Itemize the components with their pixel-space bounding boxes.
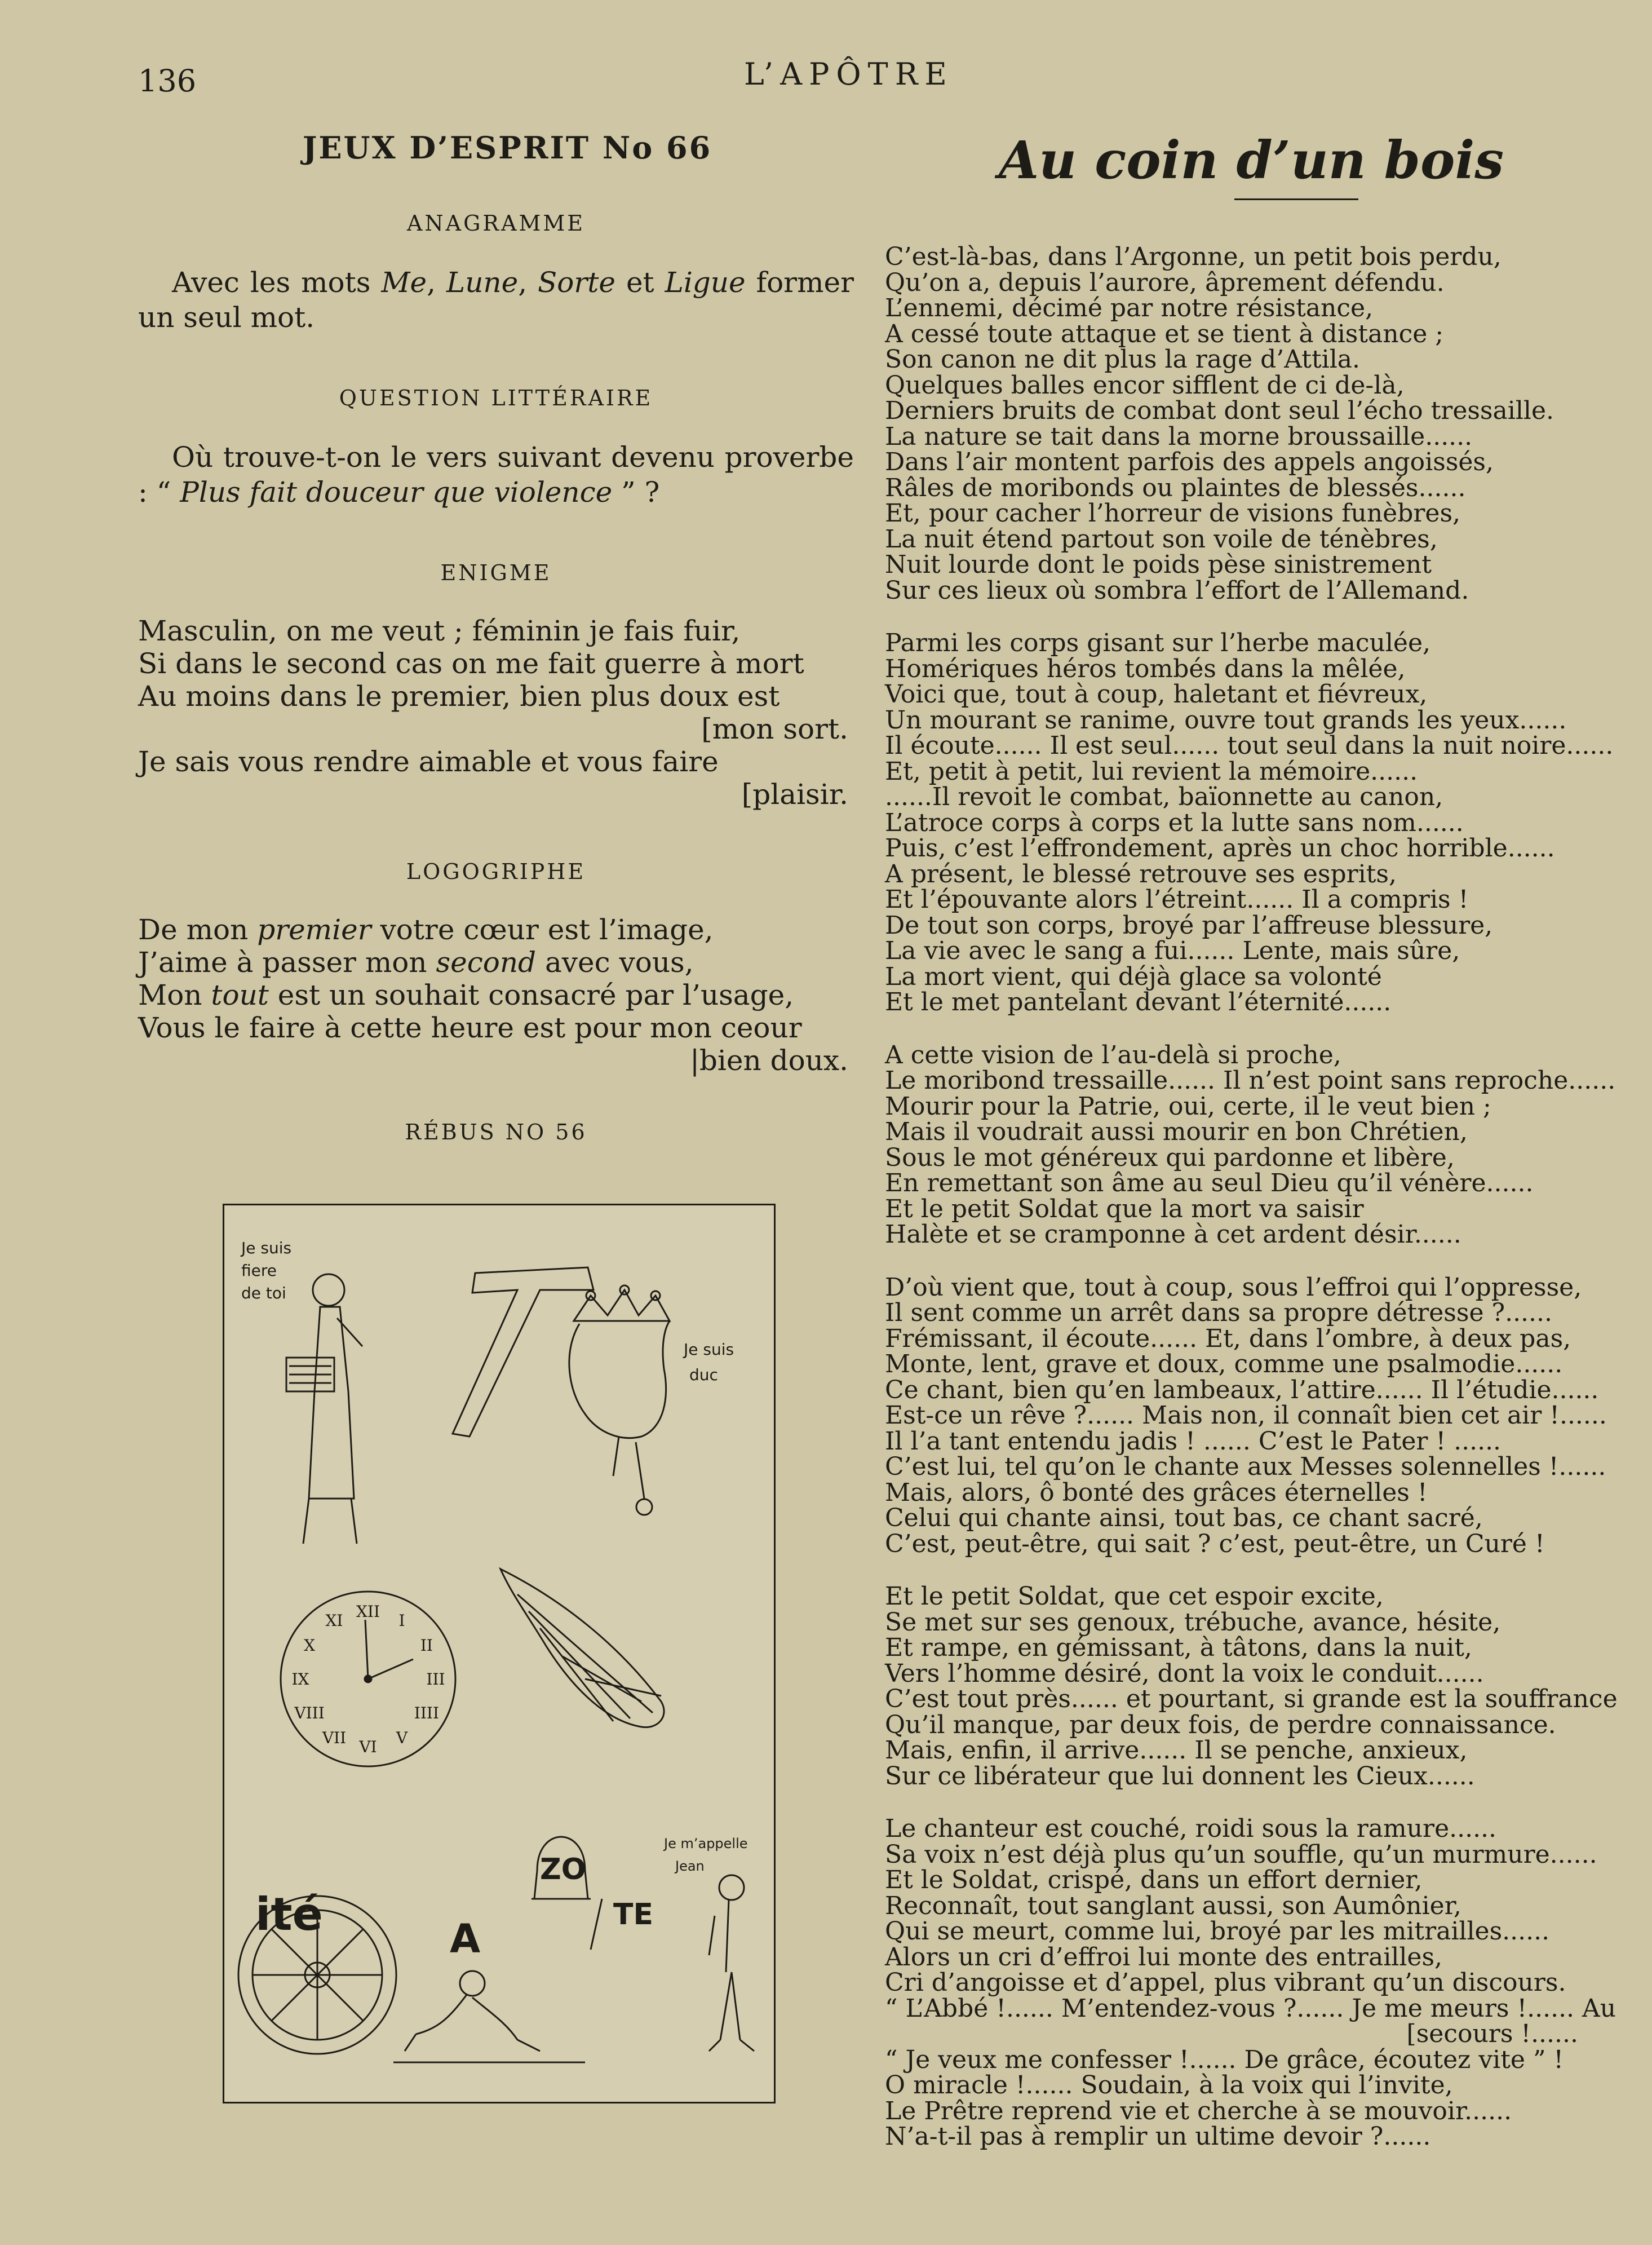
clock-numeral: IIII	[414, 1704, 440, 1722]
verse-line: Vous le faire à cette heure est pour mon ceour	[138, 1011, 802, 1044]
poem-line: Quelques balles encor sifflent de ci de-là,	[885, 370, 1405, 400]
verse-italic: second	[436, 946, 537, 979]
poem-line: L’ennemi, décimé par notre résistance,	[885, 294, 1374, 322]
poem-line: C’est lui, tel qu’on le chante aux Messes solennelles !......	[885, 1452, 1606, 1481]
verse-fragment: J’aime à passer mon	[138, 946, 436, 979]
poem-line: La mort vient, qui déjà glace sa volonté	[885, 962, 1382, 991]
clock-numeral: X	[304, 1636, 316, 1655]
poem-stanza	[885, 1582, 1618, 1791]
poem-line: Sous le mot généreux qui pardonne et libère,	[885, 1143, 1455, 1172]
poem-line: Son canon ne dit plus la rage d’Attila.	[885, 345, 1361, 374]
crouching-figure-icon	[393, 1971, 585, 2062]
clock-numeral: VIII	[294, 1704, 325, 1722]
poem-line: A présent, le blessé retrouve ses esprits,	[885, 859, 1397, 889]
poem-line: Et, petit à petit, lui revient la mémoire......	[885, 757, 1418, 786]
poem-line: C’est, peut-être, qui sait ? c’est, peut-être, un Curé !	[885, 1529, 1545, 1558]
verse-line	[138, 946, 854, 979]
puzzles-column	[138, 130, 854, 1174]
poem-line: Voici que, tout à coup, haletant et fiévreux,	[885, 680, 1428, 709]
verse-fragment: avec vous,	[536, 946, 694, 979]
poem-line: Frémissant, il écoute...... Et, dans l’ombre, à deux pas,	[885, 1324, 1571, 1353]
question-t2: ” ?	[612, 476, 660, 509]
speech-duc-1: Je suis	[684, 1340, 734, 1359]
verse-fragment: est un souhait consacré par l’usage,	[268, 979, 794, 1011]
poem-line: D’où vient que, tout à coup, sous l’effroi qui l’oppresse,	[885, 1272, 1582, 1302]
poem-line: Mourir pour la Patrie, oui, certe, il le veut bien ;	[885, 1091, 1491, 1121]
question-t1: Où trouve-t-on le vers suivant devenu proverbe : “	[138, 441, 854, 509]
poem-line: Il écoute...... Il est seul...... tout seul dans la nuit noire......	[885, 731, 1614, 760]
enigme-verse	[138, 615, 854, 811]
poem-line: Et le met pantelant devant l’éternité......	[885, 988, 1392, 1017]
letter-a: A	[450, 1916, 481, 1962]
poem-line: De tout son corps, broyé par l’affreuse blessure,	[885, 911, 1493, 940]
verse-fragment: votre cœur est l’image,	[371, 913, 714, 946]
poem-line: Cri d’angoisse et d’appel, plus vibrant qu’un discours.	[885, 1968, 1566, 1997]
anagramme-t4: et	[615, 266, 665, 299]
letters-zo: ZO	[540, 1853, 586, 1886]
title-rule	[1234, 198, 1358, 200]
poem-line: En remettant son âme au seul Dieu qu’il vénère......	[885, 1169, 1534, 1197]
poem-line: A cette vision de l’au-delà si proche,	[885, 1040, 1341, 1070]
puzzles-title: JEUX D’ESPRIT No 66	[302, 130, 712, 166]
clock-numeral: VI	[359, 1738, 377, 1756]
poem-line: Ce chant, bien qu’en lambeaux, l’attire...... Il l’étudie......	[885, 1375, 1599, 1404]
question-heading: QUESTION LITTÉRAIRE	[339, 386, 653, 410]
speech-duc-2: duc	[689, 1365, 718, 1384]
anagramme-t1: Avec les mots	[172, 266, 382, 299]
anagramme-t5: former un seul mot.	[138, 266, 854, 334]
question-text	[138, 440, 854, 510]
poem-line: Puis, c’est l’effrondement, après un choc horrible......	[885, 834, 1555, 863]
duke-head-icon	[569, 1285, 670, 1515]
poem-line: C’est tout près...... et pourtant, si grande est la souffrance	[885, 1685, 1618, 1713]
poem-line: Nuit lourde dont le poids pèse sinistrement	[885, 550, 1432, 579]
rebus-drawing	[224, 1205, 774, 2102]
clock-numeral: V	[396, 1728, 408, 1747]
poem-line: Derniers bruits de combat dont seul l’écho tressaille.	[885, 396, 1554, 425]
clock-numeral: XI	[325, 1611, 343, 1630]
rebus-heading: RÉBUS NO 56	[405, 1120, 587, 1144]
poem-line: “ L’Abbé !...... M’entendez-vous ?...... Je me meurs !...... Au	[885, 1994, 1616, 2023]
verse-continuation: [mon sort.	[701, 713, 848, 745]
poem-line: Celui qui chante ainsi, tout bas, ce chant sacré,	[885, 1504, 1483, 1532]
running-title: L’APÔTRE	[744, 56, 954, 92]
clock-numeral: II	[420, 1636, 433, 1655]
poem-line: Un mourant se ranime, ouvre tout grands les yeux......	[885, 705, 1567, 735]
poem-line: O miracle !...... Soudain, à la voix qui l’invite,	[885, 2071, 1453, 2100]
poem-line: Sa voix n’est déjà plus qu’un souffle, qu’un murmure......	[885, 1840, 1597, 1869]
poem-line: Qu’il manque, par deux fois, de perdre connaissance.	[885, 1710, 1556, 1739]
verse-fragment: Mon	[138, 979, 211, 1011]
anagramme-t2: ,	[427, 266, 446, 299]
anagramme-t3: ,	[518, 266, 538, 299]
speech-fiere-1: Je suis	[241, 1239, 292, 1257]
verse-italic: premier	[257, 913, 371, 946]
poem-stanza	[885, 629, 1614, 1017]
poem-stanza	[885, 1814, 1616, 2151]
poem-title: Au coin d’un bois	[998, 130, 1504, 191]
verse-fragment: De mon	[138, 913, 258, 946]
verse-line: Si dans le second cas on me fait guerre à mort	[138, 647, 804, 680]
clock-numeral: III	[426, 1670, 445, 1689]
poem-line: Est-ce un rêve ?...... Mais non, il connaît bien cet air !......	[885, 1401, 1607, 1430]
poem-line: Homériques héros tombés dans la mêlée,	[885, 654, 1406, 683]
clock-numeral: XII	[356, 1602, 380, 1621]
poem-stanza	[885, 1040, 1616, 1249]
poem-line: Le moribond tressaille...... Il n’est point sans reproche......	[885, 1066, 1616, 1095]
poem-line: Et le petit Soldat, que cet espoir excite,	[885, 1582, 1384, 1611]
poem-line: [secours !......	[1406, 2019, 1578, 2048]
verse-line: Masculin, on me veut ; féminin je fais fuir,	[138, 615, 741, 647]
speech-jean-1: Je m’appelle	[664, 1836, 748, 1851]
verse-line	[138, 979, 854, 1011]
letters-ite: ité	[255, 1888, 323, 1941]
verse-line: Au moins dans le premier, bien plus doux est	[138, 680, 780, 713]
poem-line: Alors un cri d’effroi lui monte des entrailles,	[885, 1942, 1443, 1972]
anagramme-word-ligue: Ligue	[665, 266, 746, 299]
poem-line: Mais, alors, ô bonté des grâces éternelles !	[885, 1478, 1428, 1507]
poem-column	[885, 130, 1618, 2177]
poem-line: Reconnaît, tout sanglant aussi, son Aumônier,	[885, 1891, 1461, 1920]
logogriphe-verse	[138, 913, 854, 1077]
verse-line	[138, 913, 854, 946]
anagramme-word-lune: Lune	[446, 266, 519, 299]
poem-line: Qui se meurt, comme lui, broyé par les mitrailles......	[885, 1917, 1550, 1946]
poem-line: Le Prêtre reprend vie et cherche à se mouvoir......	[885, 2096, 1512, 2125]
poem-body	[885, 242, 1618, 2151]
clock-numeral: I	[398, 1611, 405, 1630]
poem-stanza	[885, 244, 1589, 603]
logogriphe-heading: LOGOGRIPHE	[406, 859, 586, 884]
clock-numeral: IX	[291, 1670, 309, 1689]
wing-icon	[501, 1569, 664, 1727]
poem-line: Il l’a tant entendu jadis ! ...... C’est le Pater ! ......	[885, 1426, 1502, 1456]
anagramme-word-sorte: Sorte	[538, 266, 615, 299]
poem-line: N’a-t-il pas à remplir un ultime devoir ?......	[885, 2122, 1431, 2151]
poem-line: Se met sur ses genoux, trébuche, avance, hésite,	[885, 1607, 1501, 1637]
letters-te: TE	[613, 1898, 653, 1932]
poem-line: La vie avec le sang a fui...... Lente, mais sûre,	[885, 936, 1460, 965]
poem-line: Monte, lent, grave et doux, comme une psalmodie......	[885, 1350, 1563, 1378]
clock-numeral: VII	[322, 1728, 347, 1747]
speech-fiere-3: de toi	[241, 1284, 286, 1302]
verse-continuation: [plaisir.	[741, 778, 848, 811]
poem-line: Râles de moribonds ou plaintes de blessés......	[885, 473, 1466, 502]
poem-line: “ Je veux me confesser !...... De grâce, écoutez vite ” !	[885, 2045, 1564, 2074]
letter-t-shape	[453, 1267, 594, 1437]
poem-line: Et le Soldat, crispé, dans un effort dernier,	[885, 1866, 1423, 1894]
poem-line: C’est-là-bas, dans l’Argonne, un petit bois perdu,	[885, 242, 1502, 271]
poem-line: Sur ce libérateur que lui donnent les Cieux......	[885, 1761, 1475, 1791]
question-quote: Plus fait douceur que violence	[180, 476, 613, 509]
anagramme-text	[138, 265, 854, 335]
page-number: 136	[138, 63, 197, 99]
speech-fiere-2: fiere	[241, 1261, 277, 1280]
poem-line: La nuit étend partout son voile de ténèbres,	[885, 524, 1438, 554]
poem-line: Et, pour cacher l’horreur de visions funèbres,	[885, 499, 1461, 528]
poem-line: Il sent comme un arrêt dans sa propre détresse ?......	[885, 1298, 1553, 1327]
poem-stanza	[885, 1272, 1607, 1558]
poem-line: Le chanteur est couché, roidi sous la ramure......	[885, 1814, 1497, 1843]
poem-line: La nature se tait dans la morne broussaille......	[885, 422, 1473, 451]
poem-line: Qu’on a, depuis l’aurore, âprement défendu.	[885, 268, 1445, 297]
anagramme-word-me: Me	[381, 266, 427, 299]
poem-line: Vers l’homme désiré, dont la voix le conduit......	[885, 1659, 1484, 1688]
poem-line: ......Il revoit le combat, baïonnette au canon,	[885, 783, 1443, 811]
jean-figure-icon	[709, 1875, 754, 2051]
poem-line: Et l’épouvante alors l’étreint...... Il a compris !	[885, 885, 1469, 914]
poem-line: Mais il voudrait aussi mourir en bon Chrétien,	[885, 1117, 1468, 1146]
girl-figure-icon	[286, 1274, 362, 1544]
rebus-illustration	[223, 1204, 776, 2103]
poem-line: Sur ces lieux où sombra l’effort de l’Allemand.	[885, 576, 1469, 605]
poem-line: Et rampe, en gémissant, à tâtons, dans la nuit,	[885, 1633, 1472, 1662]
poem-line: Halète et se cramponne à cet ardent désir......	[885, 1220, 1461, 1249]
poem-line: A cessé toute attaque et se tient à distance ;	[885, 319, 1444, 348]
speech-jean-2: Jean	[675, 1858, 705, 1874]
te-stroke	[591, 1899, 602, 1950]
poem-line: L’atroce corps à corps et la lutte sans nom......	[885, 808, 1464, 837]
verse-line: Je sais vous rendre aimable et vous faire	[138, 745, 719, 778]
poem-line: Parmi les corps gisant sur l’herbe maculée,	[885, 629, 1430, 657]
poem-line: Et le petit Soldat que la mort va saisir	[885, 1194, 1364, 1223]
verse-continuation: |bien doux.	[690, 1044, 848, 1077]
anagramme-heading: ANAGRAMME	[406, 211, 586, 236]
poem-line: Dans l’air montent parfois des appels angoissés,	[885, 448, 1494, 476]
enigme-heading: ENIGME	[440, 560, 552, 585]
poem-line: Mais, enfin, il arrive...... Il se penche, anxieux,	[885, 1736, 1468, 1765]
verse-italic: tout	[211, 979, 269, 1011]
